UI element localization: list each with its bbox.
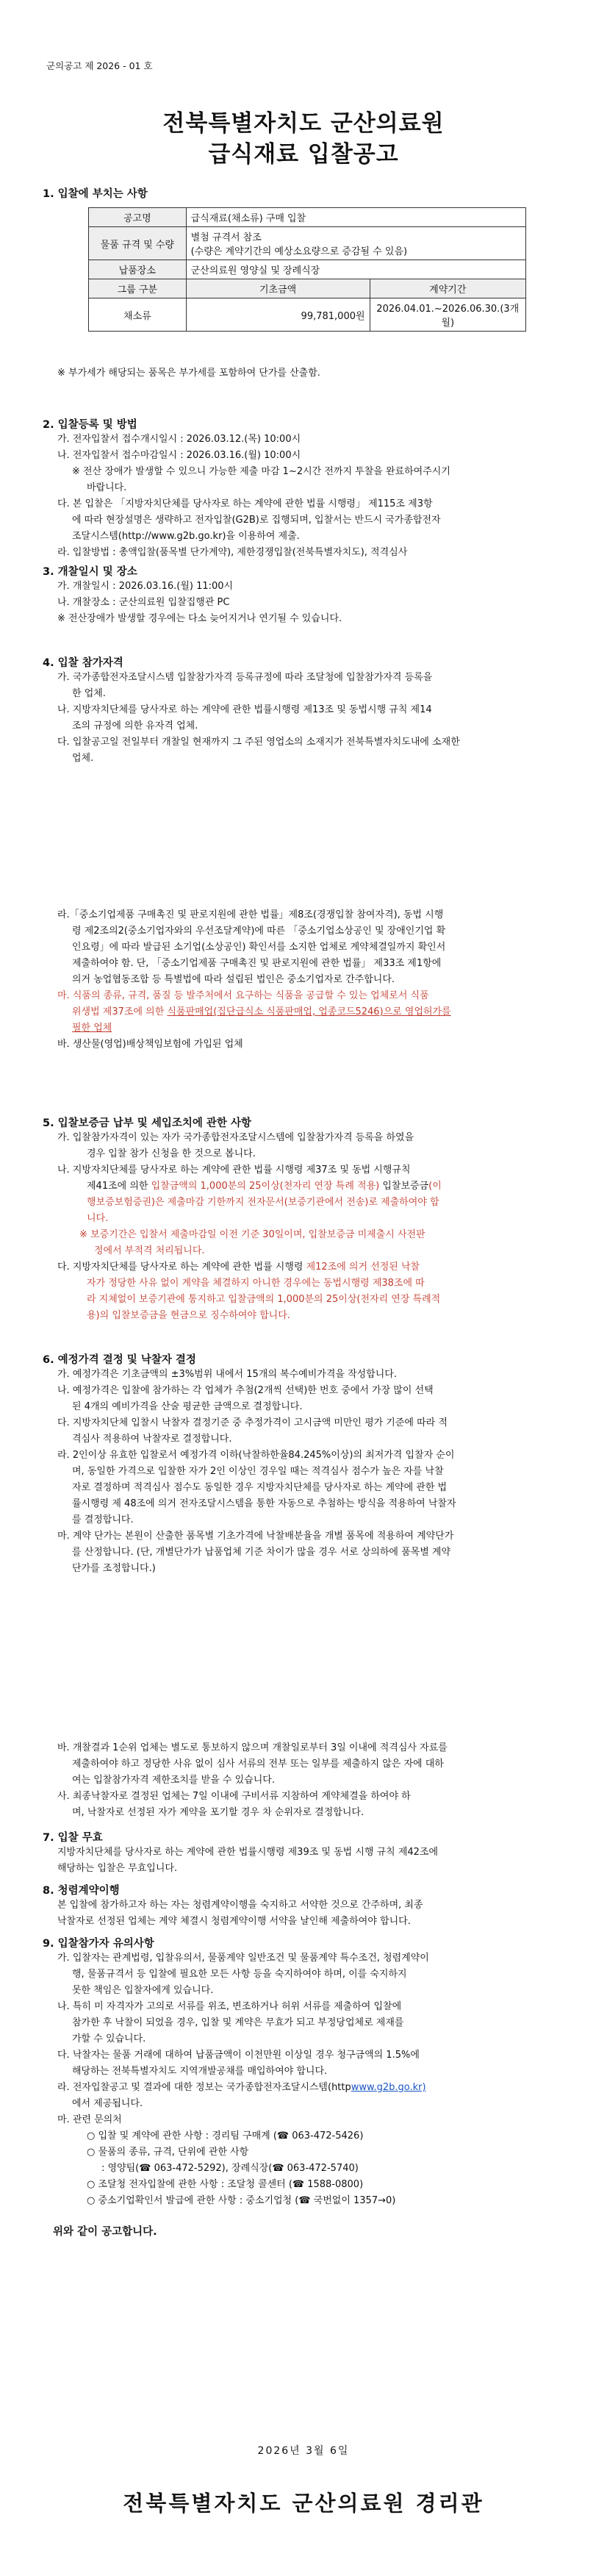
section-5-heading: 5. 입찰보증금 납부 및 세입조치에 관한 사항 [43,1117,252,1129]
s4-line: 인요령」에 따라 발급된 소기업(소상공인) 확인서를 소지한 업체로 계약체결일까지 확인서 [72,942,446,953]
s8-line: 본 입찰에 참가하고자 하는 자는 청렴계약이행을 숙지하고 서약한 것으로 간주하며, 최종 [57,1900,423,1911]
s5-line-red: 자가 정당한 사유 없이 계약을 체결하지 아니한 경우에는 동법시행령 제38조에 따 [87,1278,425,1289]
s9-line: 참가한 후 낙찰이 되었을 경우, 입찰 및 계약은 무효가 되고 부정당업체로 제재를 [72,2017,404,2028]
s5-text: 입찰보증금 [379,1181,429,1192]
s5-red-text: 입찰금액의 1,000분의 25이상(천자리 연장 특례 적용) [151,1181,380,1192]
s9-line: 못한 책임은 입찰자에게 있습니다. [72,1985,214,1996]
contact-item: ○ 물품의 종류, 규격, 단위에 관한 사항 [87,2147,249,2158]
s5-line: 나. 지방자치단체를 당사자로 하는 계약에 관한 법률 시행령 제37조 및 동법 시행규칙 [57,1164,411,1176]
header-contract-period: 계약기간 [370,279,525,298]
s5-line: 가. 입찰참가자격이 있는 자가 국가종합전자조달시스템에 입찰참가자격 등록을 하였을 [57,1132,414,1143]
s4-underlined-line: 필한 업체 [72,1023,112,1034]
s6-line: 률시행령 제 48조에 의거 전자조달시스템을 통한 자동으로 추첨하는 방식을 적용하여 낙찰자 [72,1498,456,1509]
vat-note: ※ 부가세가 해당되는 품목은 부가세를 포함하여 단가를 산출함. [57,368,320,379]
title-notice: 급식재료 입찰공고 [208,141,399,168]
cell-group: 채소류 [89,298,187,332]
s2-line: 에 따라 현장설명은 생략하고 전자입찰(G2B)로 집행되며, 입찰서는 반드시 국가종합전자 [72,515,441,526]
s2-line: 가. 전자입찰서 접수개시일시 : 2026.03.12.(목) 10:00시 [57,434,301,445]
section-2-heading: 2. 입찰등록 및 방법 [43,419,137,431]
s9-line: 해당하는 전북특별자치도 지역개발공채를 매입하여야 합니다. [72,2066,328,2077]
s6-line: 제출하여야 하고 정당한 사유 없이 심사 서류의 전부 또는 일부를 제출하지 않은 자에 대하 [72,1759,444,1770]
s6-line: 된 4개의 예비가격을 산술 평균한 금액으로 결정합니다. [72,1401,303,1412]
s5-text: 다. 지방자치단체를 당사자로 하는 계약에 관한 법률 시행령 [57,1262,306,1273]
s6-line: 단가를 조정합니다.) [72,1563,156,1574]
label-spec-quantity: 물품 규격 및 수량 [89,227,187,260]
contact-item: ○ 입찰 및 계약에 관한 사항 : 경리팀 구매계 (☎ 063-472-5426) [87,2130,364,2142]
s6-line: 나. 예정가격은 입찰에 참가하는 각 업체가 추첨(2개씩 선택)한 번호 중에서 가장 많이 선택 [57,1385,434,1396]
s5-line: 경우 입찰 참가 신청을 한 것으로 봅니다. [87,1148,256,1159]
s6-line: 사. 최종낙찰자로 결정된 업체는 7일 이내에 구비서류 지참하여 계약체결을 하여야 하 [57,1791,411,1802]
s6-line: 여는 입찰참가자격 제한조치를 받을 수 있습니다. [72,1775,275,1786]
s5-red-text: 행보증보험증권) [87,1197,155,1208]
value-delivery-place: 군산의료원 영양실 및 장례식장 [186,260,525,279]
cell-base-price: 99,781,000원 [186,298,370,332]
s7-line: 지방자치단체를 당사자로 하는 계약에 관한 법률시행령 제39조 및 동법 시행 규칙 제42조에 [57,1847,439,1858]
s5-text: 제41조에 의한 [87,1181,151,1192]
s5-red-text: (이 [428,1181,442,1192]
s5-line-red: 라 지체없이 보증기관에 통지하고 입찰금액의 1,000분의 25이상(천자리 연장 특례적 [87,1294,441,1305]
s5-line [57,1260,420,1275]
s6-line: 가. 예정가격은 기초금액의 ±3%범위 내에서 15개의 복수예비가격을 작성합니다. [57,1369,397,1380]
contact-item: ○ 중소기업확인서 발급에 관한 사항 : 중소기업청 (☎ 국번없이 1357→0) [87,2195,396,2206]
s3-line: 가. 개찰일시 : 2026.03.16.(월) 11:00시 [57,581,234,592]
s9-line: 가. 입찰자는 관계법령, 입찰유의서, 물품계약 일반조건 및 물품계약 특수조건, 청렴계약이 [57,1953,429,1964]
s2-line: 라. 입찰방법 : 총액입찰(품목별 단가계약), 제한경쟁입찰(전북특별자치도), 적격심사 [57,547,408,558]
s4-line: 업체. [72,753,94,764]
section-3-heading: 3. 개찰일시 및 장소 [43,566,137,578]
section-6-heading: 6. 예정가격 결정 및 낙찰자 결정 [43,1354,196,1366]
s4-line: 나. 지방자치단체를 당사자로 하는 계약에 관한 법률시행령 제13조 및 동법시행 규칙 제14 [57,704,432,715]
s9-text: 라. 전자입찰공고 및 결과에 대한 정보는 국가종합전자조달시스템(http [57,2082,351,2093]
s9-line: 행, 물품규격서 등 입찰에 필요한 모든 사항 등을 숙지하여야 하며, 이를 숙지하지 [72,1969,407,1980]
contact-item: : 영양팀(☎ 063-472-5292), 장례식장(☎ 063-472-5740) [101,2163,359,2174]
contact-item: ○ 조달청 전자입찰에 관한 사항 : 조달청 콜센터 (☎ 1588-0800) [87,2179,364,2190]
s4-line: 령 제2조의2(중소기업자와의 우선조달계약)에 따른 「중소기업소상공인 및 장애인기업 확 [72,926,446,937]
s5-line [87,1179,442,1194]
s6-line: 를 산정합니다. (단, 개별단가가 납품업체 기준 차이가 많을 경우 서로 상의하에 품목별 계약 [72,1547,451,1558]
s5-red-text: 은 제출마감 기한까지 전자문서(보증기관에서 전송)로 제출하여야 합 [154,1197,439,1208]
s4-line: 의거 농업협동조합 등 특별법에 따라 설립된 법인은 중소기업자로 간주합니다. [72,974,395,985]
s9-line: 다. 낙찰자는 물품 거래에 대하여 납품금액이 이천만원 이상일 경우 청구금액의 1.5%에 [57,2050,420,2061]
s4-red-text: 위생법 제37조에 의한 [72,1006,168,1017]
s9-line: 에서 제공됩니다. [72,2098,143,2109]
cell-contract-period: 2026.04.01.~2026.06.30.(3개월) [370,298,525,332]
s6-line: 마. 계약 단가는 본원이 산출한 품목별 기초가격에 낙찰배분율을 개별 품목에 적용하여 계약단가 [57,1531,454,1542]
label-delivery-place: 납품장소 [89,260,187,279]
s5-red-text: 제12조에 의거 선정된 낙찰 [306,1262,420,1273]
s5-line-red: 니다. [87,1213,109,1224]
spec-quantity-note: (수량은 계약기간의 예상소요량으로 증감될 수 있음) [190,246,408,257]
s6-line: 다. 지방자치단체 입찰시 낙찰자 결정기준 중 추정가격이 고시금액 미만인 평가 기준에 따라 적 [57,1417,448,1428]
header-group: 그룹 구분 [89,279,187,298]
s4-line: 조의 규정에 의한 유자격 업체. [72,720,198,731]
s6-line: 바. 개찰결과 1순위 업체는 별도로 통보하지 않으며 개찰일로부터 3일 이내에 적격심사 자료를 [57,1742,448,1753]
s6-line: 며, 동일한 가격으로 입찰한 자가 2인 이상인 경우일 때는 적격심사 점수가 높은 자를 낙찰 [72,1466,444,1477]
s4-underlined-text: 식품판매업(집단급식소 식품판매업, 업종코드5246)으로 영업허가를 [167,1006,451,1017]
closing-statement: 위와 같이 공고합니다. [53,2226,157,2238]
s5-line-red: 정에서 부적격 처리됩니다. [94,1245,205,1256]
label-notice-name: 공고명 [89,208,187,227]
s4-line-red: 마. 식품의 종류, 규격, 품질 등 발주처에서 요구하는 식품을 공급할 수 있는 업체로서 식품 [57,990,429,1001]
spec-ref: 별첨 규격서 참조 [190,232,262,243]
s9-line: 마. 관련 문의처 [57,2114,122,2125]
g2b-link[interactable]: www.g2b.go.kr) [351,2082,426,2093]
bid-spec-table [88,207,526,332]
s6-line: 격심사 적용하여 낙찰자로 결정합니다. [72,1434,232,1445]
s4-line: 가. 국가종합전자조달시스템 입찰참가자격 등록규정에 따라 조달청에 입찰참가자격 등록을 [57,672,433,683]
s5-line-red: 용)의 입찰보증금을 현금으로 징수하여야 합니다. [87,1310,290,1321]
s9-line: 나. 특히 미 자격자가 고의로 서류를 위조, 변조하거나 허위 서류를 제출하여 입찰에 [57,2001,402,2012]
s2-line: 조달시스템(http://www.g2b.go.kr)을 이용하여 제출. [72,531,300,542]
s6-line: 자로 결정하며 적격심사 점수도 동일한 경우 지방자치단체를 당사자로 하는 계약에 관한 법 [72,1482,448,1493]
s4-line [72,1005,451,1020]
s4-line: 다. 입찰공고일 전일부터 개찰일 현재까지 그 주된 영업소의 소재지가 전북특별자치도내에 소재한 [57,737,460,748]
section-1-heading: 1. 입찰에 부치는 사항 [43,188,148,200]
s8-line: 낙찰자로 선정된 업체는 계약 체결시 청렴계약이행 서약을 날인해 제출하여야 합니다. [57,1916,411,1927]
section-9-heading: 9. 입찰참가자 유의사항 [43,1938,154,1950]
section-4-heading: 4. 입찰 참가자격 [43,657,123,669]
s3-line: ※ 전산장애가 발생할 경우에는 다소 늦어지거나 연기될 수 있습니다. [57,613,342,624]
s4-line: 라.「중소기업제품 구매촉진 및 판로지원에 관한 법률」제8조(경쟁입찰 참여자격), 동법 시행 [57,909,444,920]
s6-line: 를 결정합니다. [72,1514,134,1525]
value-spec-quantity [186,227,525,260]
s3-line: 나. 개찰장소 : 군산의료원 입찰집행관 PC [57,597,230,608]
s7-line: 해당하는 입찰은 무효입니다. [57,1863,178,1874]
issue-date: 2026년 3월 6일 [257,2445,350,2457]
value-notice-name: 급식재료(채소류) 구매 입찰 [186,208,525,227]
header-base-price: 기초금액 [186,279,370,298]
s6-line: 며, 낙찰자로 선정된 자가 계약을 포기할 경우 차 순위자로 결정합니다. [72,1807,364,1818]
section-7-heading: 7. 입찰 무효 [43,1832,103,1844]
s2-line: ※ 전산 장애가 발생할 수 있으니 가능한 제출 마감 1~2시간 전까지 투찰을 완료하여주시기 [72,466,450,477]
s6-line: 라. 2인이상 유효한 입찰로서 예정가격 이하(낙찰하한율84.245%이상)의 최저가격 입찰자 순이 [57,1450,455,1461]
s2-line: 나. 전자입찰서 접수마감일시 : 2026.03.16.(월) 10:00시 [57,450,301,461]
section-8-heading: 8. 청렴계약이행 [43,1885,120,1897]
s5-line-red: ※ 보증기간은 입찰서 제출마감일 이전 기준 30일이며, 입찰보증금 미제출시 사전판 [79,1229,425,1240]
document-number: 군의공고 제 2026 - 01 호 [46,60,153,71]
s9-line [57,2081,426,2095]
s2-line: 다. 본 입찰은 「지방자치단체를 당사자로 하는 계약에 관한 법률 시행령」 제115조 제3항 [57,498,433,509]
s2-line: 바랍니다. [87,482,127,493]
s4-line: 바. 생산물(영업)배상책임보험에 가입된 업체 [57,1039,243,1050]
s4-line: 한 업체. [72,688,106,699]
issuer-name: 전북특별자치도 군산의료원 경리관 [123,2491,484,2516]
s4-line: 제출하여야 함. 단, 「중소기업제품 구매촉진 및 판로지원에 관한 법률」 제33조 제1항에 [72,958,442,969]
title-organization: 전북특별자치도 군산의료원 [162,110,445,137]
s9-line: 가할 수 있습니다. [72,2033,146,2044]
s5-line [87,1195,439,1210]
